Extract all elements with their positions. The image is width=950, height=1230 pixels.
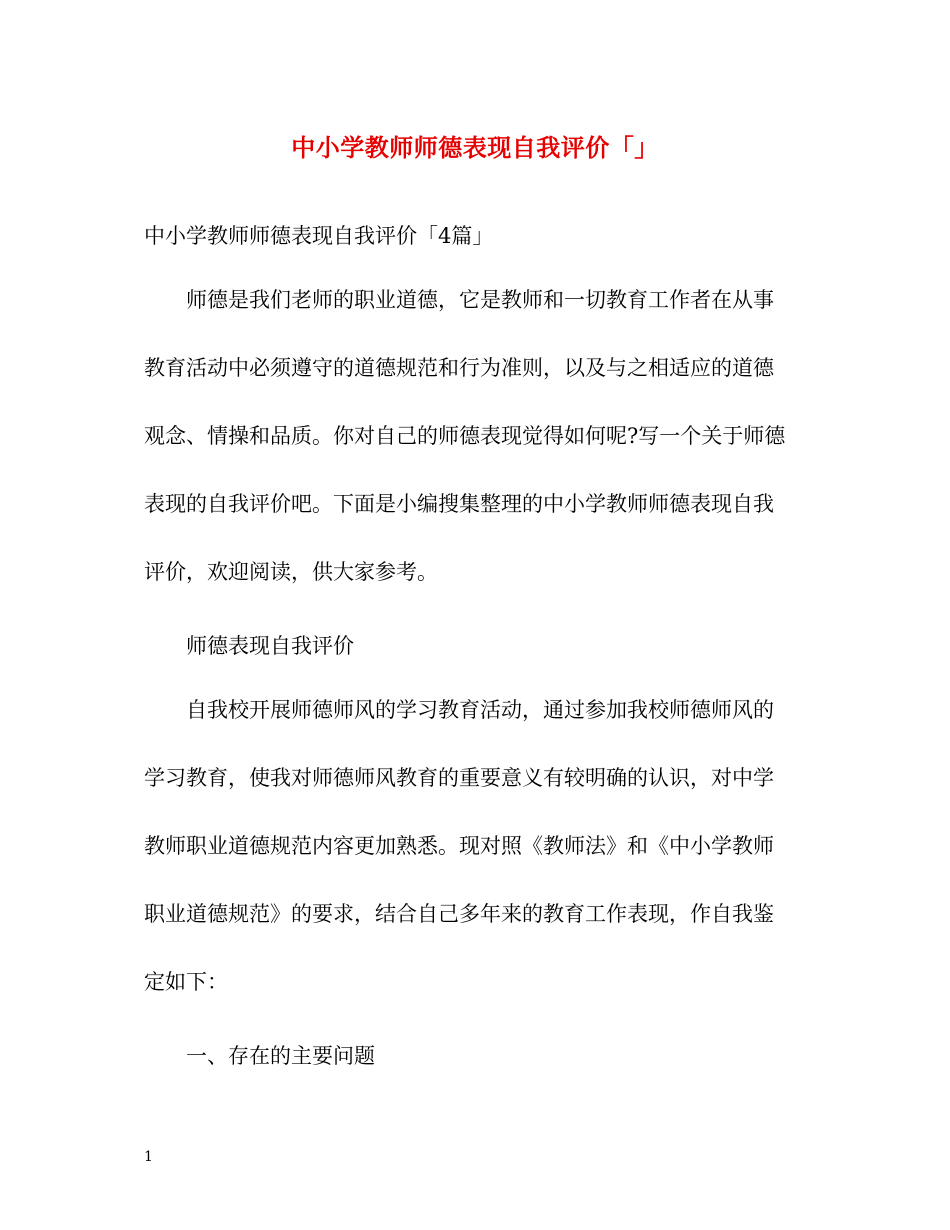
document-subtitle: 中小学教师师德表现自我评价「4篇」 bbox=[144, 224, 494, 248]
section-line: 学习教育，使我对师德师风教育的重要意义有较明确的认识，对中学 bbox=[144, 766, 774, 790]
document-title: 中小学教师师德表现自我评价「」 bbox=[291, 133, 659, 162]
section-line: 定如下： bbox=[144, 970, 228, 994]
intro-line: 教育活动中必须遵守的道德规范和行为准则，以及与之相适应的道德 bbox=[144, 356, 774, 380]
intro-line: 师德是我们老师的职业道德，它是教师和一切教育工作者在从事 bbox=[186, 288, 774, 312]
subheading: 一、存在的主要问题 bbox=[186, 1044, 375, 1068]
page-number: 1 bbox=[144, 1149, 153, 1165]
section-line: 职业道德规范》的要求，结合自己多年来的教育工作表现，作自我鉴 bbox=[144, 902, 774, 926]
section-heading: 师德表现自我评价 bbox=[186, 634, 354, 658]
intro-line: 表现的自我评价吧。下面是小编搜集整理的中小学教师师德表现自我 bbox=[144, 492, 774, 516]
intro-line: 观念、情操和品质。你对自己的师德表现觉得如何呢?写一个关于师德 bbox=[144, 424, 786, 448]
section-paragraph bbox=[144, 676, 808, 1016]
section-line: 自我校开展师德师风的学习教育活动，通过参加我校师德师风的 bbox=[186, 698, 774, 722]
intro-line: 评价，欢迎阅读，供大家参考。 bbox=[144, 560, 438, 584]
intro-paragraph bbox=[144, 266, 808, 606]
section-line: 教师职业道德规范内容更加熟悉。现对照《教师法》和《中小学教师 bbox=[144, 834, 774, 858]
